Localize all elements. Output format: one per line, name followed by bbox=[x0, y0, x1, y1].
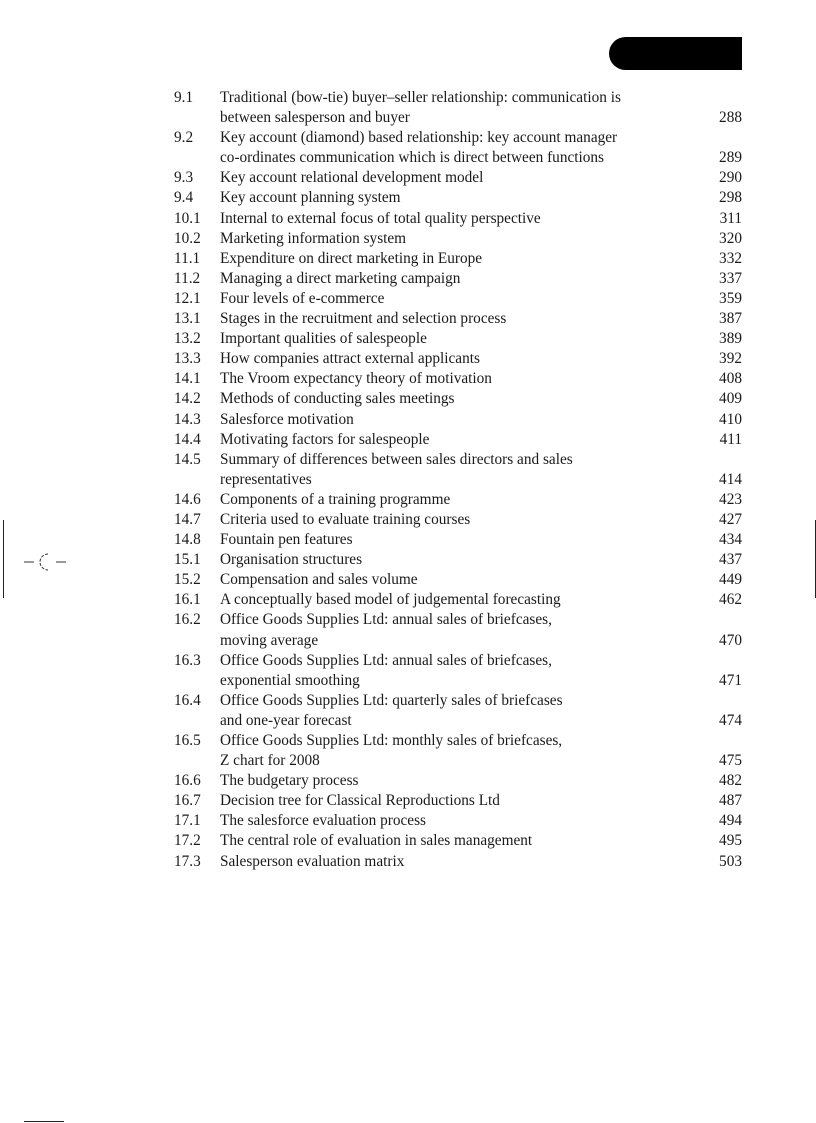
figure-number: 14.7 bbox=[174, 510, 201, 528]
figure-entry bbox=[174, 651, 742, 691]
figure-title-line: Office Goods Supplies Ltd: quarterly sales of briefcases bbox=[220, 691, 563, 709]
figure-page-number: 387 bbox=[719, 310, 742, 328]
figure-title-line: Components of a training programme bbox=[220, 490, 451, 508]
figure-title-line: The budgetary process bbox=[220, 772, 359, 790]
bottom-crop-rule bbox=[24, 1121, 64, 1122]
figure-page-number: 359 bbox=[719, 289, 742, 307]
figure-page-number: 298 bbox=[719, 189, 742, 207]
figure-title bbox=[220, 128, 696, 168]
figure-number: 16.3 bbox=[174, 651, 201, 669]
figure-number: 16.7 bbox=[174, 792, 201, 810]
figure-number: 9.2 bbox=[174, 129, 194, 147]
figure-title bbox=[220, 289, 696, 309]
figure-title bbox=[220, 249, 696, 269]
figure-title bbox=[220, 651, 696, 691]
figure-title-line: Salesperson evaluation matrix bbox=[220, 852, 405, 870]
figure-number: 9.4 bbox=[174, 189, 194, 207]
figure-title bbox=[220, 550, 696, 570]
figure-title bbox=[220, 389, 696, 409]
figure-title bbox=[220, 410, 696, 430]
figure-entry bbox=[174, 530, 742, 550]
figure-title-line: A conceptually based model of judgemental forecasting bbox=[220, 591, 561, 609]
figure-entry bbox=[174, 831, 742, 851]
figure-entry bbox=[174, 369, 742, 389]
figure-title-line: Organisation structures bbox=[220, 551, 363, 569]
figure-title bbox=[220, 490, 696, 510]
figure-title bbox=[220, 570, 696, 590]
figure-entry bbox=[174, 289, 742, 309]
figure-number: 13.3 bbox=[174, 350, 201, 368]
figure-entry bbox=[174, 550, 742, 570]
figure-page-number: 290 bbox=[719, 169, 742, 187]
figure-page-number: 487 bbox=[719, 792, 742, 810]
figure-title-line: The central role of evaluation in sales management bbox=[220, 832, 533, 850]
figure-entry bbox=[174, 229, 742, 249]
figure-title bbox=[220, 269, 696, 289]
figure-page-number: 482 bbox=[719, 772, 742, 790]
figure-page-number: 288 bbox=[719, 109, 742, 127]
figure-number: 15.1 bbox=[174, 551, 201, 569]
figure-entry bbox=[174, 450, 742, 490]
figure-entry bbox=[174, 771, 742, 791]
figure-entry bbox=[174, 811, 742, 831]
figure-entry bbox=[174, 731, 742, 771]
figure-entry bbox=[174, 128, 742, 168]
figure-title-line: Office Goods Supplies Ltd: annual sales of briefcases, bbox=[220, 651, 552, 669]
figure-entry bbox=[174, 168, 742, 188]
figure-number: 13.2 bbox=[174, 330, 201, 348]
figure-number: 14.3 bbox=[174, 410, 201, 428]
figure-title-line: Office Goods Supplies Ltd: annual sales of briefcases, bbox=[220, 611, 552, 629]
figure-page-number: 462 bbox=[719, 591, 742, 609]
figure-title-line: Traditional (bow-tie) buyer–seller relationship: communication is bbox=[220, 89, 621, 106]
figure-page-number: 392 bbox=[719, 350, 742, 368]
figure-number: 16.2 bbox=[174, 611, 201, 629]
figure-title-line: Internal to external focus of total quality perspective bbox=[220, 209, 541, 227]
figure-page-number: 337 bbox=[719, 269, 742, 287]
figure-entry bbox=[174, 852, 742, 872]
figure-entry bbox=[174, 410, 742, 430]
figure-page-number: 471 bbox=[719, 671, 742, 689]
figure-title-line: Motivating factors for salespeople bbox=[220, 430, 430, 448]
figure-page-number: 449 bbox=[719, 571, 742, 589]
figure-entry bbox=[174, 430, 742, 450]
figure-title-line: Decision tree for Classical Reproductions Ltd bbox=[220, 792, 500, 810]
figure-title bbox=[220, 831, 696, 851]
figure-entry bbox=[174, 349, 742, 369]
figure-title-line: Fountain pen features bbox=[220, 531, 353, 549]
figure-entry bbox=[174, 791, 742, 811]
figure-number: 12.1 bbox=[174, 289, 201, 307]
figure-title-line: Salesforce motivation bbox=[220, 410, 354, 428]
figure-title bbox=[220, 771, 696, 791]
figure-entry bbox=[174, 188, 742, 208]
figure-title bbox=[220, 209, 696, 229]
list-of-figures bbox=[174, 88, 742, 872]
figure-number: 16.6 bbox=[174, 772, 201, 790]
figure-title-line: The salesforce evaluation process bbox=[220, 812, 426, 830]
chapter-tab-marker bbox=[609, 37, 742, 70]
figure-entry bbox=[174, 249, 742, 269]
figure-number: 9.1 bbox=[174, 89, 194, 106]
figure-number: 16.4 bbox=[174, 691, 201, 709]
figure-title bbox=[220, 188, 696, 208]
figure-page-number: 389 bbox=[719, 330, 742, 348]
figure-page-number: 311 bbox=[719, 209, 742, 227]
figure-entry bbox=[174, 610, 742, 650]
figure-title-line: Important qualities of salespeople bbox=[220, 330, 427, 348]
figure-page-number: 475 bbox=[719, 752, 742, 770]
figure-title bbox=[220, 590, 696, 610]
figure-page-number: 495 bbox=[719, 832, 742, 850]
figure-title bbox=[220, 168, 696, 188]
figure-page-number: 423 bbox=[719, 490, 742, 508]
figure-title bbox=[220, 329, 696, 349]
figure-title-line: representatives bbox=[220, 470, 312, 488]
figure-page-number: 437 bbox=[719, 551, 742, 569]
figure-title-line: Four levels of e-commerce bbox=[220, 289, 385, 307]
figure-number: 16.5 bbox=[174, 732, 201, 749]
figure-title-line: Methods of conducting sales meetings bbox=[220, 390, 455, 408]
figure-page-number: 494 bbox=[719, 812, 742, 830]
figure-entry bbox=[174, 329, 742, 349]
figure-title-line: between salesperson and buyer bbox=[220, 109, 410, 127]
figure-page-number: 427 bbox=[719, 510, 742, 528]
figure-title-line: and one-year forecast bbox=[220, 711, 352, 729]
figure-entry bbox=[174, 691, 742, 731]
figure-page-number: 414 bbox=[719, 470, 742, 488]
figure-title-line: exponential smoothing bbox=[220, 671, 360, 689]
figure-title-line: co-ordinates communication which is direct between functions bbox=[220, 149, 605, 167]
figure-number: 16.1 bbox=[174, 591, 201, 609]
figure-title bbox=[220, 852, 696, 872]
figure-page-number: 434 bbox=[719, 531, 742, 549]
figure-entry bbox=[174, 570, 742, 590]
figure-title-line: moving average bbox=[220, 631, 319, 649]
figure-entry bbox=[174, 88, 742, 128]
figure-number: 14.4 bbox=[174, 430, 201, 448]
figure-title-line: Compensation and sales volume bbox=[220, 571, 418, 589]
figure-page-number: 409 bbox=[719, 390, 742, 408]
figure-entry bbox=[174, 590, 742, 610]
figure-number: 17.2 bbox=[174, 832, 201, 850]
figure-title bbox=[220, 450, 696, 490]
figure-title bbox=[220, 530, 696, 550]
figure-title bbox=[220, 430, 696, 450]
figure-number: 10.1 bbox=[174, 209, 201, 227]
figure-number: 11.2 bbox=[174, 269, 201, 287]
left-margin-rule bbox=[3, 520, 4, 598]
figure-title-line: Expenditure on direct marketing in Europe bbox=[220, 249, 483, 267]
figure-number: 14.1 bbox=[174, 370, 201, 388]
figure-number: 9.3 bbox=[174, 169, 194, 187]
figure-number: 14.8 bbox=[174, 531, 201, 549]
figure-title-line: Summary of differences between sales directors and sales bbox=[220, 450, 573, 468]
figure-title bbox=[220, 349, 696, 369]
crop-mark-icon bbox=[24, 550, 66, 574]
figure-page-number: 410 bbox=[719, 410, 742, 428]
figure-title bbox=[220, 369, 696, 389]
figure-title-line: How companies attract external applicants bbox=[220, 350, 480, 368]
figure-number: 17.1 bbox=[174, 812, 201, 830]
figure-title bbox=[220, 510, 696, 530]
figure-page-number: 503 bbox=[719, 852, 742, 870]
figure-title bbox=[220, 229, 696, 249]
figure-page-number: 320 bbox=[719, 229, 742, 247]
figure-number: 13.1 bbox=[174, 310, 201, 328]
figure-title-line: Key account relational development model bbox=[220, 169, 484, 187]
figure-page-number: 411 bbox=[719, 430, 742, 448]
figure-entry bbox=[174, 389, 742, 409]
figure-title-line: Key account planning system bbox=[220, 189, 401, 207]
figure-title bbox=[220, 610, 696, 650]
figure-page-number: 332 bbox=[719, 249, 742, 267]
figure-number: 10.2 bbox=[174, 229, 201, 247]
figure-number: 17.3 bbox=[174, 852, 201, 870]
figure-title bbox=[220, 791, 696, 811]
figure-title bbox=[220, 811, 696, 831]
figure-title-line: Marketing information system bbox=[220, 229, 407, 247]
figure-title-line: Z chart for 2008 bbox=[220, 752, 320, 770]
figure-page-number: 289 bbox=[719, 149, 742, 167]
figure-number: 15.2 bbox=[174, 571, 201, 589]
figure-page-number: 474 bbox=[719, 711, 742, 729]
figure-title-line: Criteria used to evaluate training courses bbox=[220, 510, 471, 528]
figure-title-line: The Vroom expectancy theory of motivation bbox=[220, 370, 492, 388]
figure-title-line: Managing a direct marketing campaign bbox=[220, 269, 461, 287]
figure-entry bbox=[174, 490, 742, 510]
figure-title bbox=[220, 88, 696, 128]
figure-page-number: 408 bbox=[719, 370, 742, 388]
figure-number: 14.5 bbox=[174, 450, 201, 468]
figure-entry bbox=[174, 209, 742, 229]
figure-entry bbox=[174, 309, 742, 329]
figure-number: 14.6 bbox=[174, 490, 201, 508]
figure-title bbox=[220, 309, 696, 329]
figure-title-line: Office Goods Supplies Ltd: monthly sales of briefcases, bbox=[220, 732, 563, 749]
figure-title-line: Stages in the recruitment and selection process bbox=[220, 310, 507, 328]
figure-title bbox=[220, 731, 696, 771]
figure-number: 11.1 bbox=[174, 249, 201, 267]
figure-entry bbox=[174, 510, 742, 530]
figure-number: 14.2 bbox=[174, 390, 201, 408]
figure-title-line: Key account (diamond) based relationship: key account manager bbox=[220, 129, 618, 147]
figure-page-number: 470 bbox=[719, 631, 742, 649]
figure-title bbox=[220, 691, 696, 731]
figure-entry bbox=[174, 269, 742, 289]
